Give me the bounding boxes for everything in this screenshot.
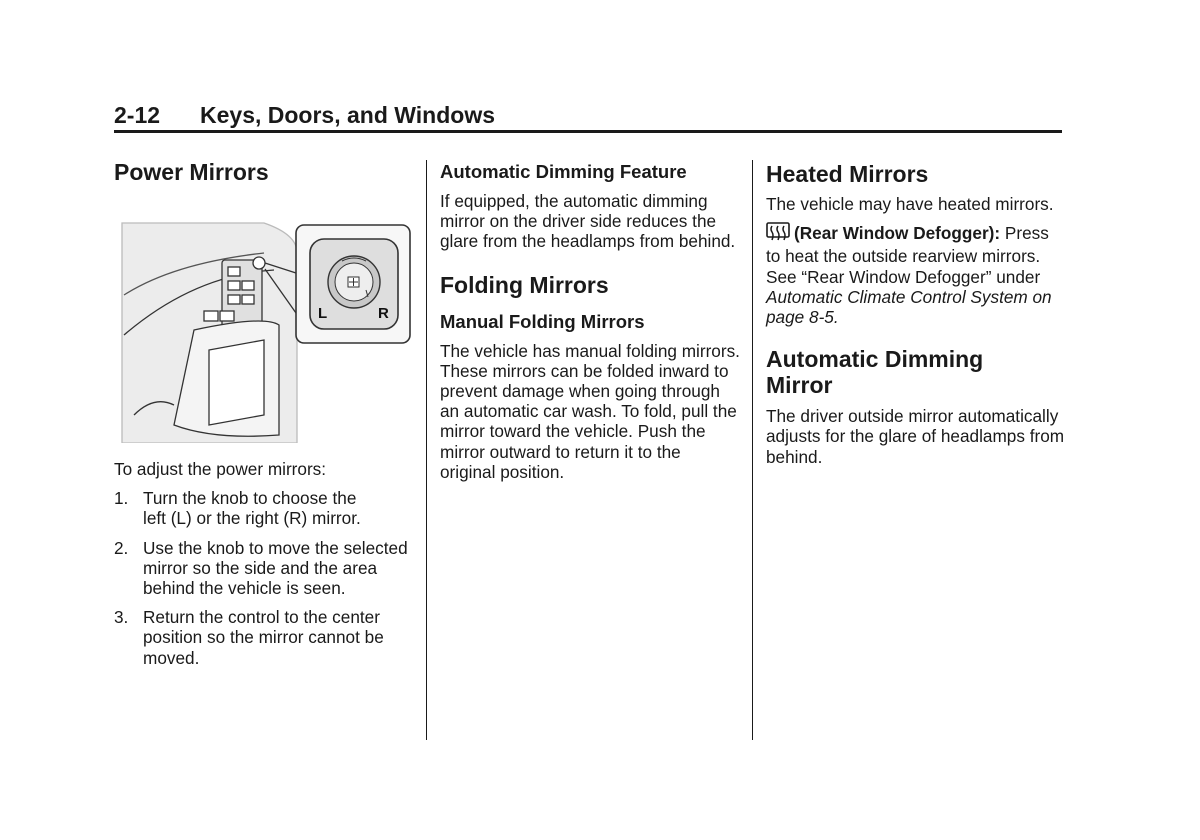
defogger-label: (Rear Window Defogger):	[794, 223, 1001, 244]
mirror-control-illustration	[114, 215, 412, 443]
step-text: Use the knob to move the selected mirror so the side and the area behind the vehicle is seen.	[143, 537, 408, 599]
step-text: Return the control to the center position so the mirror cannot be moved.	[143, 607, 384, 668]
column-power-mirrors	[114, 150, 414, 668]
auto-dimming-heading-line1: Automatic Dimming	[766, 346, 984, 373]
power-mirrors-heading: Power Mirrors	[114, 159, 269, 185]
step-number: 3.	[114, 607, 129, 628]
auto-dimming-heading-line2: Mirror	[766, 372, 833, 399]
auto-dimming-feature-heading: Automatic Dimming Feature	[440, 161, 687, 182]
rear-defogger-icon	[766, 222, 790, 246]
knob-label-right: R	[378, 305, 389, 322]
page-number: 2-12	[114, 102, 161, 128]
knob-label-left: L	[318, 305, 328, 322]
step-item	[114, 488, 414, 528]
auto-dimming-mirror-heading	[766, 346, 1066, 398]
auto-dimming-mirror-text: The driver outside mirror automatically adjusts for the glare of headlamps from behind.	[766, 406, 1065, 467]
climate-control-reference: Automatic Climate Control System on page 8-5.	[766, 286, 1052, 328]
auto-dimming-feature-text: If equipped, the automatic dimming mirror on the driver side reduces the glare from the headlamps from behind.	[440, 191, 736, 252]
step-text-line2: left (L) or the right (R) mirror.	[143, 508, 361, 529]
page-header	[114, 101, 1062, 133]
column-divider-right	[752, 160, 753, 740]
defogger-text: Press to heat the outside rearview mirrors. See “Rear Window Defogger” under	[766, 223, 1049, 287]
step-item	[114, 538, 414, 599]
manual-folding-text: The vehicle has manual folding mirrors. These mirrors can be folded inward to prevent damage when going through an automatic car wash. To fold, pull the mirror toward the vehicle. Push the mirror outward to return it to the original position.	[440, 340, 740, 482]
step-item	[114, 607, 414, 668]
inset-knob-drawing	[296, 225, 410, 343]
heated-mirrors-heading: Heated Mirrors	[766, 161, 929, 187]
defogger-paragraph	[766, 222, 1066, 327]
step-number: 1.	[114, 488, 129, 509]
column-folding-mirrors	[440, 150, 740, 482]
power-mirrors-steps	[114, 488, 414, 668]
power-mirrors-intro: To adjust the power mirrors:	[114, 459, 327, 479]
column-heated-mirrors	[766, 150, 1066, 467]
manual-folding-heading: Manual Folding Mirrors	[440, 310, 645, 332]
section-title: Keys, Doors, and Windows	[200, 102, 496, 128]
heated-mirrors-intro: The vehicle may have heated mirrors.	[766, 194, 1054, 214]
column-divider-left	[426, 160, 427, 740]
step-number: 2.	[114, 537, 129, 558]
step-text: Turn the knob to choose the	[143, 488, 357, 509]
folding-mirrors-heading: Folding Mirrors	[440, 271, 609, 298]
door-panel-drawing	[122, 223, 297, 443]
